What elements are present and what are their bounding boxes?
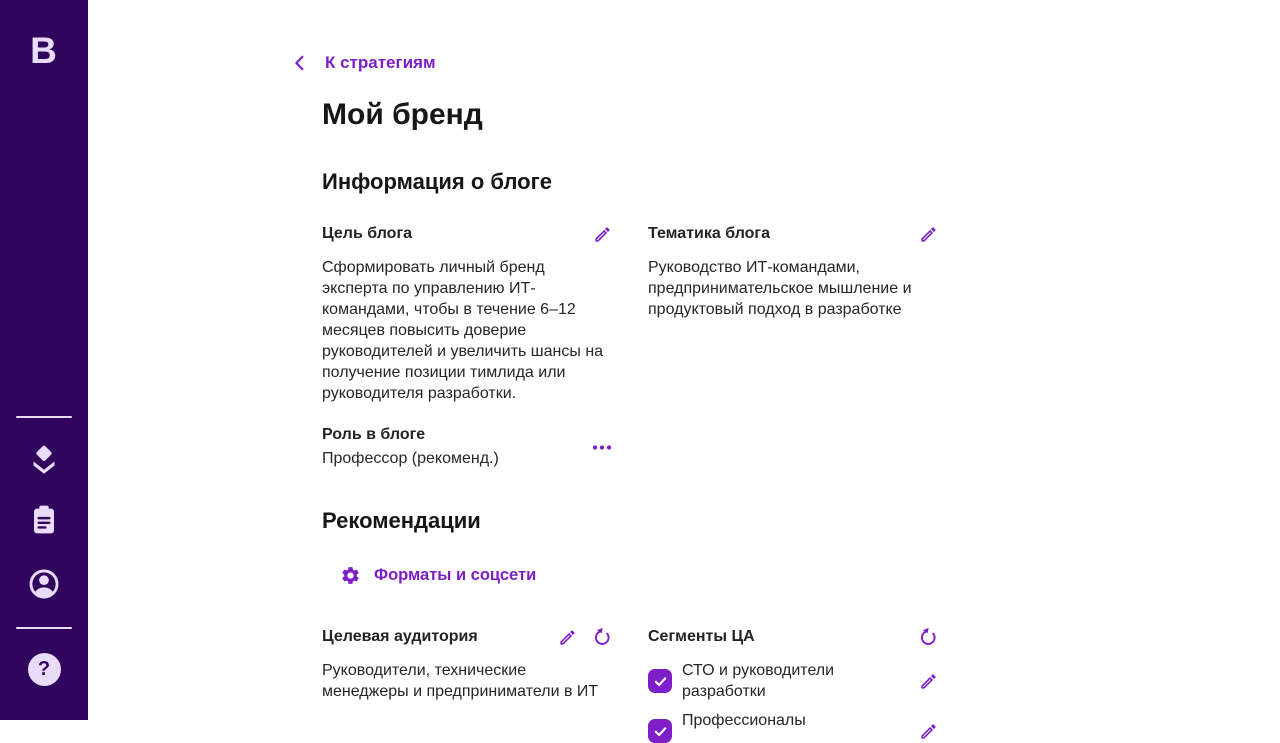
help-icon [28,653,61,686]
sidebar-item-tasks[interactable] [0,504,88,536]
goal-label: Цель блога [322,225,412,242]
chevron-left-icon [290,53,310,73]
goal-field [322,221,612,468]
back-label: К стратегиям [325,53,436,72]
regenerate-segments-icon[interactable] [918,627,938,647]
segment-label: Профессионалы [682,712,806,729]
account-icon [27,567,61,601]
recommendations-heading: Рекомендации [322,508,481,533]
back-to-strategies-button[interactable] [290,53,1280,73]
main-content [88,0,1280,729]
sidebar-item-profile[interactable] [0,567,88,601]
help-glyph: ? [37,658,51,680]
role-label: Роль в блоге [322,426,426,443]
edit-segment-pencil-icon[interactable] [919,672,938,691]
app-logo: B [30,30,58,71]
audience-field [322,624,612,743]
audience-text: Руководители, технические менеджеры и предприниматели в ИТ [322,662,599,700]
segments-list [648,660,938,743]
regenerate-audience-icon[interactable] [592,627,612,647]
audience-label: Целевая аудитория [322,628,478,645]
edit-audience-pencil-icon[interactable] [558,628,577,647]
sidebar-item-help[interactable] [0,653,88,686]
topic-label: Тематика блога [648,225,770,242]
segment-checkbox-checked[interactable] [648,719,672,743]
segment-checkbox-checked[interactable] [648,669,672,693]
formats-socials-link[interactable] [340,565,938,586]
segments-label: Сегменты ЦА [648,628,755,645]
layers-icon [27,442,61,476]
page-title: Мой бренд [322,98,483,131]
formats-socials-label: Форматы и соцсети [374,566,537,584]
role-more-options-icon[interactable] [592,444,612,451]
role-value: Профессор (рекоменд.) [322,450,499,467]
edit-goal-pencil-icon[interactable] [593,225,612,244]
topic-field [648,221,938,468]
edit-segment-pencil-icon[interactable] [919,722,938,741]
segment-label: СТО и руководители разработки [682,662,835,700]
edit-topic-pencil-icon[interactable] [919,225,938,244]
gear-icon [340,565,361,586]
sidebar-divider-bottom [16,627,72,629]
info-section-heading: Информация о блоге [322,169,552,194]
segments-field [648,624,938,743]
sidebar-item-strategies[interactable] [0,442,88,476]
clipboard-icon [28,504,60,536]
goal-text: Сформировать личный бренд эксперта по управлению ИТ-командами, чтобы в течение 6–12 месяцев повысить доверие руководителей и увеличить шансы на получение позиции тимлида или руководителя разработки. [322,259,604,402]
sidebar [0,0,88,720]
sidebar-divider-top [16,416,72,418]
segment-item [648,660,938,702]
segment-item [648,710,938,743]
topic-text: Руководство ИТ-командами, предпринимательское мышление и продуктовый подход в разработке [648,259,912,318]
role-field [322,426,612,468]
